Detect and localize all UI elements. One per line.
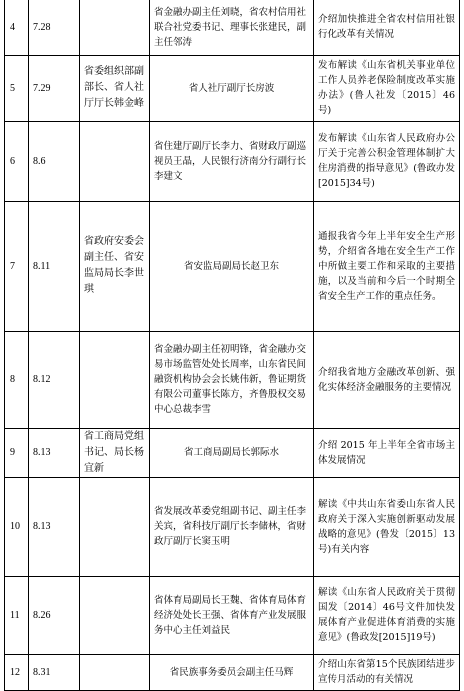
date-cell: 8.31 [29,654,80,690]
date-cell: 8.13 [29,428,80,477]
row-number-cell: 6 [5,121,29,201]
date-cell: 7.29 [29,55,80,121]
table-row [5,201,460,331]
table-row [5,0,460,55]
speaker-cell [80,477,150,576]
topic-cell: 解读《山东省人民政府关于贯彻国发〔2014〕46号文件加快发展体育产业促进体育消费的实施意见》(鲁政发[2015]19号) [314,576,460,654]
topic-cell: 发布解读《山东省人民政府办公厅关于完善公积金管理体制扩大住房消费的指导意见》(鲁政办发[2015]34号) [314,121,460,201]
row-number-cell: 10 [5,477,29,576]
topic-cell: 介绍我省地方金融改革创新、强化实体经济金融服务的主要情况 [314,331,460,428]
guests-cell: 省工商局副局长郭际水 [150,428,314,477]
date-cell: 7.28 [29,0,80,55]
date-cell: 8.12 [29,331,80,428]
date-cell: 8.13 [29,477,80,576]
table-row [5,654,460,690]
speaker-cell [80,576,150,654]
row-number-cell: 12 [5,654,29,690]
topic-cell: 介绍加快推进全省农村信用社银行化改革有关情况 [314,0,460,55]
speaker-cell: 省政府安委会副主任、省安监局局长李世琪 [80,201,150,331]
date-cell: 8.6 [29,121,80,201]
date-cell: 8.11 [29,201,80,331]
speaker-cell [80,654,150,690]
table-row [5,55,460,121]
press-conference-table [4,0,460,691]
speaker-cell: 省委组织部副部长、省人社厅厅长韩金峰 [80,55,150,121]
guests-cell: 省人社厅副厅长房波 [150,55,314,121]
row-number-cell: 9 [5,428,29,477]
topic-cell: 介绍山东省第15个民族团结进步宣传月活动的有关情况 [314,654,460,690]
guests-cell: 省民族事务委员会副主任马辉 [150,654,314,690]
speaker-cell [80,331,150,428]
guests-cell: 省住建厅副厅长李力、省财政厅副巡视员王晶，人民银行济南分行副行长李建文 [150,121,314,201]
table-row [5,576,460,654]
date-cell: 8.26 [29,576,80,654]
speaker-cell [80,121,150,201]
guests-cell: 省金融办副主任刘晓，省农村信用社联合社党委书记、理事长张建民，副主任邻涛 [150,0,314,55]
press-conference-table-page [4,0,459,685]
guests-cell: 省安监局副局长赵卫东 [150,201,314,331]
table-row [5,428,460,477]
topic-cell: 发布解读《山东省机关事业单位工作人员养老保险制度改革实施办法》(鲁人社发〔2015〕46号) [314,55,460,121]
row-number-cell: 5 [5,55,29,121]
guests-cell: 省发展改革委党组副书记、副主任李关宾，省科技厅副厅长李储林，省财政厅副厅长窦玉明 [150,477,314,576]
guests-cell: 省体育局副局长王魏、省体育局体育经济处处长王强、省体育产业发展服务中心主任刘益民 [150,576,314,654]
speaker-cell [80,0,150,55]
row-number-cell: 4 [5,0,29,55]
table-row [5,121,460,201]
table-row [5,331,460,428]
topic-cell: 通报我省今年上半年安全生产形势，介绍省各地在安全生产工作中所做主要工作和采取的主要措施，以及当前和今后一个时期全省安全生产工作的重点任务。 [314,201,460,331]
speaker-cell: 省工商局党组书记、局长杨宜新 [80,428,150,477]
topic-cell: 解读《中共山东省委山东省人民政府关于深入实施创新驱动发展战略的意见》(鲁发〔2015〕13号)有关内容 [314,477,460,576]
table-row [5,477,460,576]
row-number-cell: 7 [5,201,29,331]
row-number-cell: 11 [5,576,29,654]
guests-cell: 省金融办副主任初明锋，省金融办交易市场监管处处长周率，山东省民间融资机构协会会长姚伟新，鲁证期货有限公司董事长陈方，齐鲁股权交易中心总裁李雪 [150,331,314,428]
topic-cell: 介绍 2015 年上半年全省市场主体发展情况 [314,428,460,477]
row-number-cell: 8 [5,331,29,428]
